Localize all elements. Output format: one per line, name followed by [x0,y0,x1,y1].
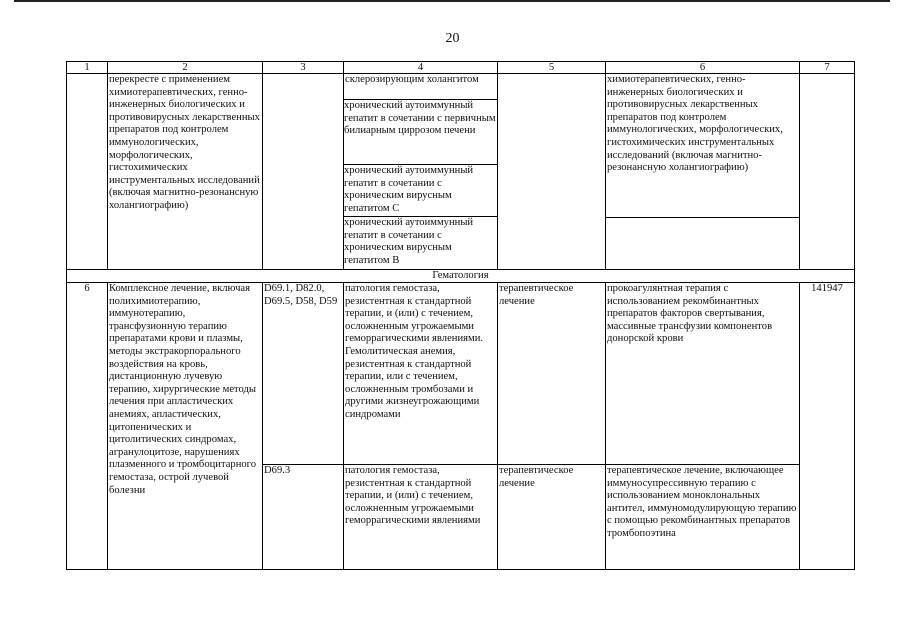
cont-method-text: химиотерапевтических, генно-инженерных биологических и противовирусных лекарственных препаратов под контролем иммунологических, морфологических, гистохимических инструментальных исследований (включая магнитно-резонансную холангиографию) [607,74,783,174]
section-row [67,270,855,283]
cont-model-text: хронический аутоиммунный гепатит в сочетании с первичным билиарным циррозом печени [344,99,498,164]
page-number: 20 [445,31,460,46]
treatment-method: терапевтическое лечение, включающее иммуносупрессивную терапию с использованием моноклональных антител, иммуномодулирующую терапию с помощью рекомбинантных препаратов тромбопоэтина [606,465,800,570]
row-6a [67,283,855,465]
top-rule [14,0,890,2]
treatment-type: терапевтическое лечение [498,283,606,465]
icd-codes: D69.1, D82.0, D69.5, D58, D59 [263,283,344,465]
treatment-description: Комплексное лечение, включая полихимиотерапию, иммунотерапию, трансфузионную терапию препаратами крови и плазмы, методы экстракорпорального воздействия на кровь, дистанционную лучевую терапию, хирургические методы лечения при апластических анемиях, апластических, цитопенических и цитолитических синдромах, агранулоцитозе, нарушениях плазменного и тромбоцитарного гемостаза, острой лучевой болезни [108,283,263,570]
cont-method-cell [606,74,800,270]
header-cell: 2 [108,62,263,74]
cont-models-cell [344,74,498,270]
cont-price-cell [800,74,855,270]
header-cell: 7 [800,62,855,74]
cont-model-text: хронический аутоиммунный гепатит в сочетании с хроническим вирусным гепатитом С [344,164,498,216]
continuation-row [67,74,855,270]
header-cell: 5 [498,62,606,74]
cont-model-text: склерозирующим холангитом [345,74,479,85]
patient-model: патология гемостаза, резистентная к стандартной терапии, и (или) с течением, осложненным угрожаемыми геморрагическими явлениями [344,465,498,570]
cont-type-cell [498,74,606,270]
header-cell: 6 [606,62,800,74]
header-row [67,62,855,74]
header-cell: 3 [263,62,344,74]
cont-model-text: хронический аутоиммунный гепатит в сочетании с хроническим вирусным гепатитом В [344,216,498,268]
icd-codes: D69.3 [263,465,344,570]
header-cell: 1 [67,62,108,74]
cont-method-empty [606,217,800,269]
treatment-method: прокоагулянтная терапия с использованием рекомбинантных препаратов факторов свертывания, массивные трансфузии компонентов донорской крови [606,283,800,465]
cont-description-cell: перекресте с применением химиотерапевтических, генно-инженерных биологических и противовирусных лекарственных препаратов под контролем иммунологических, морфологических, гистохимических инструментальных исследований (включая магнитно-резонансную холангиографию) [108,74,263,270]
cont-num-cell [67,74,108,270]
patient-model: патология гемостаза, резистентная к стандартной терапии, и (или) с течением, осложненным угрожаемыми геморрагическими явлениями. Гемолитическая анемия, резистентная к стандартной терапии, или с течением, осложненным тромбозами и другими жизнеугрожающими синдромами [344,283,498,465]
price-value: 141947 [800,283,855,570]
header-cell: 4 [344,62,498,74]
row-number: 6 [67,283,108,570]
treatment-type: терапевтическое лечение [498,465,606,570]
procedures-table [66,61,855,570]
cont-codes-cell [263,74,344,270]
section-title: Гематология [67,270,855,283]
